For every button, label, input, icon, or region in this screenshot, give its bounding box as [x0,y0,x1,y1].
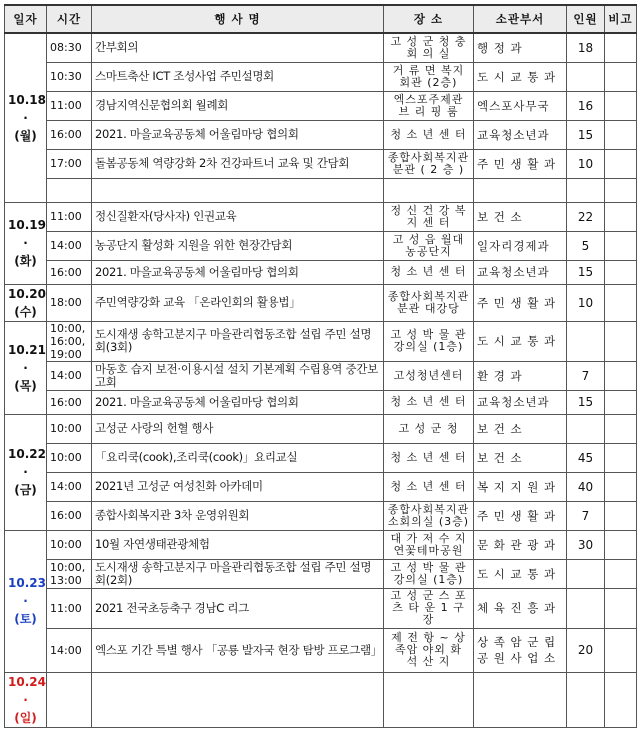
count-cell: 10 [567,284,605,321]
place-cell: 고성청년센터 [384,361,474,390]
event-cell: 2021. 마을교육공동체 어울림마당 협의회 [92,260,384,284]
header-dept: 소관부서 [474,5,567,33]
event-cell: 돌봄공동체 역량강화 2차 건강파트너 교육 및 간담회 [92,149,384,178]
place-cell: 정 신 건 강 복 지 센 터 [384,202,474,231]
schedule-sheet [4,4,636,732]
date-label: 10.19 [8,218,46,232]
event-cell: 10월 자연생태관광체험 [92,530,384,559]
dept-cell: 도 시 교 통 과 [474,321,567,361]
note-cell [605,559,637,588]
time-cell: 16:00 [47,120,92,149]
date-separator: · [23,110,28,125]
dept-cell: 주 민 생 활 과 [474,284,567,321]
header-note: 비고 [605,5,637,33]
note-cell [605,472,637,501]
header-event: 행 사 명 [92,5,384,33]
dept-cell: 보 건 소 [474,414,567,443]
time-cell: 14:00 [47,361,92,390]
dept-cell: 교육청소년과 [474,260,567,284]
table-row [5,559,637,588]
event-cell: 2021. 마을교육공동체 어울림마당 협의회 [92,120,384,149]
time-cell: 10:00, 13:00 [47,559,92,588]
note-cell [605,414,637,443]
table-row [5,33,637,62]
place-cell: 고 성 군 청 [384,414,474,443]
count-cell: 5 [567,231,605,260]
note-cell [605,530,637,559]
event-cell: 농공단지 활성화 지원을 위한 현장간담회 [92,231,384,260]
place-cell: 고 성 박 물 관 강의실 (1층) [384,559,474,588]
count-cell: 40 [567,472,605,501]
table-row [5,501,637,530]
count-cell: 10 [567,149,605,178]
header-time: 시간 [47,5,92,33]
count-cell [567,672,605,727]
count-cell: 18 [567,33,605,62]
place-cell: 엑스포주제관 브 리 핑 룸 [384,91,474,120]
time-cell: 18:00 [47,284,92,321]
event-cell: 2021 전국초등축구 경남C 리그 [92,588,384,628]
note-cell [605,588,637,628]
dept-cell: 행 정 과 [474,33,567,62]
count-cell [567,178,605,202]
place-cell: 고 성 읍 월대농공단지 [384,231,474,260]
date-separator: · [23,360,28,375]
note-cell [605,361,637,390]
time-cell: 10:30 [47,62,92,91]
count-cell: 15 [567,390,605,414]
note-cell [605,260,637,284]
weekday-label: (금) [14,483,37,497]
note-cell [605,672,637,727]
place-cell: 청 소 년 센 터 [384,120,474,149]
count-cell [567,321,605,361]
dept-cell: 주 민 생 활 과 [474,501,567,530]
event-cell: 간부회의 [92,33,384,62]
time-cell [47,178,92,202]
dept-cell: 복 지 지 원 과 [474,472,567,501]
event-cell: 고성군 사랑의 헌혈 행사 [92,414,384,443]
place-cell: 거 류 면 복지회관 (2층) [384,62,474,91]
note-cell [605,62,637,91]
event-cell [92,178,384,202]
count-cell [567,588,605,628]
table-row [5,588,637,628]
table-row [5,178,637,202]
date-cell [5,33,47,202]
table-row [5,231,637,260]
event-cell: 스마트축산 ICT 조성사업 주민설명회 [92,62,384,91]
event-cell: 종합사회복지관 3차 운영위원회 [92,501,384,530]
count-cell [567,62,605,91]
time-cell: 08:30 [47,33,92,62]
event-cell: 주민역량강화 교육 「온라인회의 활용법」 [92,284,384,321]
count-cell: 15 [567,120,605,149]
time-cell: 10:00 [47,530,92,559]
date-cell [5,321,47,414]
table-row [5,628,637,672]
time-cell: 10:00, 16:00, 19:00 [47,321,92,361]
count-cell: 45 [567,443,605,472]
date-label: 10.23 [8,576,46,590]
place-cell: 청 소 년 센 터 [384,260,474,284]
note-cell [605,390,637,414]
time-cell: 16:00 [47,390,92,414]
date-cell [5,284,47,321]
note-cell [605,120,637,149]
place-cell: 고 성 박 물 관 강의실 (1층) [384,321,474,361]
place-cell: 종합사회복지관 소회의실 (3층) [384,501,474,530]
weekday-label: (수) [14,304,37,319]
note-cell [605,443,637,472]
time-cell: 11:00 [47,588,92,628]
note-cell [605,91,637,120]
table-row [5,321,637,361]
event-cell: 정신질환자(당사자) 인권교육 [92,202,384,231]
date-cell [5,530,47,672]
weekday-label: (목) [14,378,37,393]
count-cell [567,414,605,443]
dept-cell: 일자리경제과 [474,231,567,260]
date-label: 10.21 [8,342,46,357]
event-cell: 도시재생 송학고분지구 마을관리협동조합 설립 주민 설명회(3회) [92,321,384,361]
place-cell: 청 소 년 센 터 [384,390,474,414]
date-label: 10.24 [8,674,46,689]
note-cell [605,284,637,321]
note-cell [605,628,637,672]
date-separator: · [23,236,28,250]
date-separator: · [23,465,28,479]
dept-cell: 도 시 교 통 과 [474,62,567,91]
date-cell [5,202,47,284]
table-row [5,443,637,472]
table-row [5,260,637,284]
date-cell [5,672,47,727]
date-label: 10.18 [8,92,46,107]
time-cell: 11:00 [47,91,92,120]
count-cell: 7 [567,361,605,390]
dept-cell: 상 족 암 군 립 공 원 사 업 소 [474,628,567,672]
dept-cell [474,672,567,727]
date-separator: · [23,594,28,608]
time-cell: 10:00 [47,414,92,443]
note-cell [605,321,637,361]
place-cell: 고 성 군 청 충 회 의 실 [384,33,474,62]
dept-cell: 보 건 소 [474,202,567,231]
note-cell [605,501,637,530]
table-row [5,62,637,91]
weekday-label: (화) [14,254,37,268]
header-place: 장 소 [384,5,474,33]
time-cell: 14:00 [47,628,92,672]
dept-cell: 환 경 과 [474,361,567,390]
event-cell: 경남지역신문협의회 월례회 [92,91,384,120]
table-row [5,414,637,443]
dept-cell: 문 화 관 광 과 [474,530,567,559]
time-cell: 14:00 [47,231,92,260]
table-row [5,672,637,727]
count-cell: 30 [567,530,605,559]
time-cell: 11:00 [47,202,92,231]
table-row [5,202,637,231]
table-row [5,361,637,390]
date-separator: · [23,692,28,707]
time-cell: 10:00 [47,443,92,472]
header-count: 인원 [567,5,605,33]
date-label: 10.22 [8,447,46,461]
weekday-label: (월) [14,128,37,143]
place-cell [384,672,474,727]
header-row [5,5,637,33]
dept-cell: 도 시 교 통 과 [474,559,567,588]
place-cell: 청 소 년 센 터 [384,472,474,501]
note-cell [605,33,637,62]
time-cell: 14:00 [47,472,92,501]
dept-cell: 엑스포사무국 [474,91,567,120]
time-cell: 17:00 [47,149,92,178]
event-cell: 마동호 습지 보전·이용시설 설치 기본계획 수립용역 중간보고회 [92,361,384,390]
event-cell: 2021. 마을교육공동체 어울림마당 협의회 [92,390,384,414]
note-cell [605,202,637,231]
dept-cell: 체 육 진 흥 과 [474,588,567,628]
table-row [5,472,637,501]
table-row [5,120,637,149]
event-cell: 「요리쿡(cook),조리쿡(cook)」요리교실 [92,443,384,472]
note-cell [605,178,637,202]
place-cell [384,178,474,202]
place-cell: 대 가 저 수 지 연꽃테마공원 [384,530,474,559]
time-cell: 16:00 [47,501,92,530]
header-date: 일자 [5,5,47,33]
time-cell [47,672,92,727]
count-cell [567,559,605,588]
place-cell: 종합사회복지관 분관 ( 2 층 ) [384,149,474,178]
time-cell: 16:00 [47,260,92,284]
event-cell: 도시재생 송학고분지구 마을관리협동조합 설립 주민 설명회(2회) [92,559,384,588]
dept-cell: 주 민 생 활 과 [474,149,567,178]
dept-cell: 교육청소년과 [474,120,567,149]
count-cell: 22 [567,202,605,231]
event-cell: 2021년 고성군 여성친화 아카데미 [92,472,384,501]
place-cell: 고 성 군 스 포 츠 타 운 1 구 장 [384,588,474,628]
event-cell: 엑스포 기간 특별 행사 「공룡 발자국 현장 탐방 프로그램」 [92,628,384,672]
note-cell [605,149,637,178]
place-cell: 종합사회복지관 분관 대강당 [384,284,474,321]
count-cell: 16 [567,91,605,120]
table-row [5,390,637,414]
dept-cell: 교육청소년과 [474,390,567,414]
event-cell [92,672,384,727]
dept-cell [474,178,567,202]
table-row [5,284,637,321]
table-row [5,149,637,178]
weekday-label: (일) [14,710,37,725]
table-row [5,530,637,559]
dept-cell: 보 건 소 [474,443,567,472]
weekday-label: (토) [14,612,37,626]
date-cell [5,414,47,530]
schedule-table [4,4,637,728]
schedule-body [5,33,637,727]
count-cell: 15 [567,260,605,284]
table-row [5,91,637,120]
place-cell: 제 전 항 ~ 상족암 야외 화 석 산 지 [384,628,474,672]
note-cell [605,231,637,260]
place-cell: 청 소 년 센 터 [384,443,474,472]
date-label: 10.20 [8,286,46,301]
count-cell: 7 [567,501,605,530]
count-cell: 20 [567,628,605,672]
